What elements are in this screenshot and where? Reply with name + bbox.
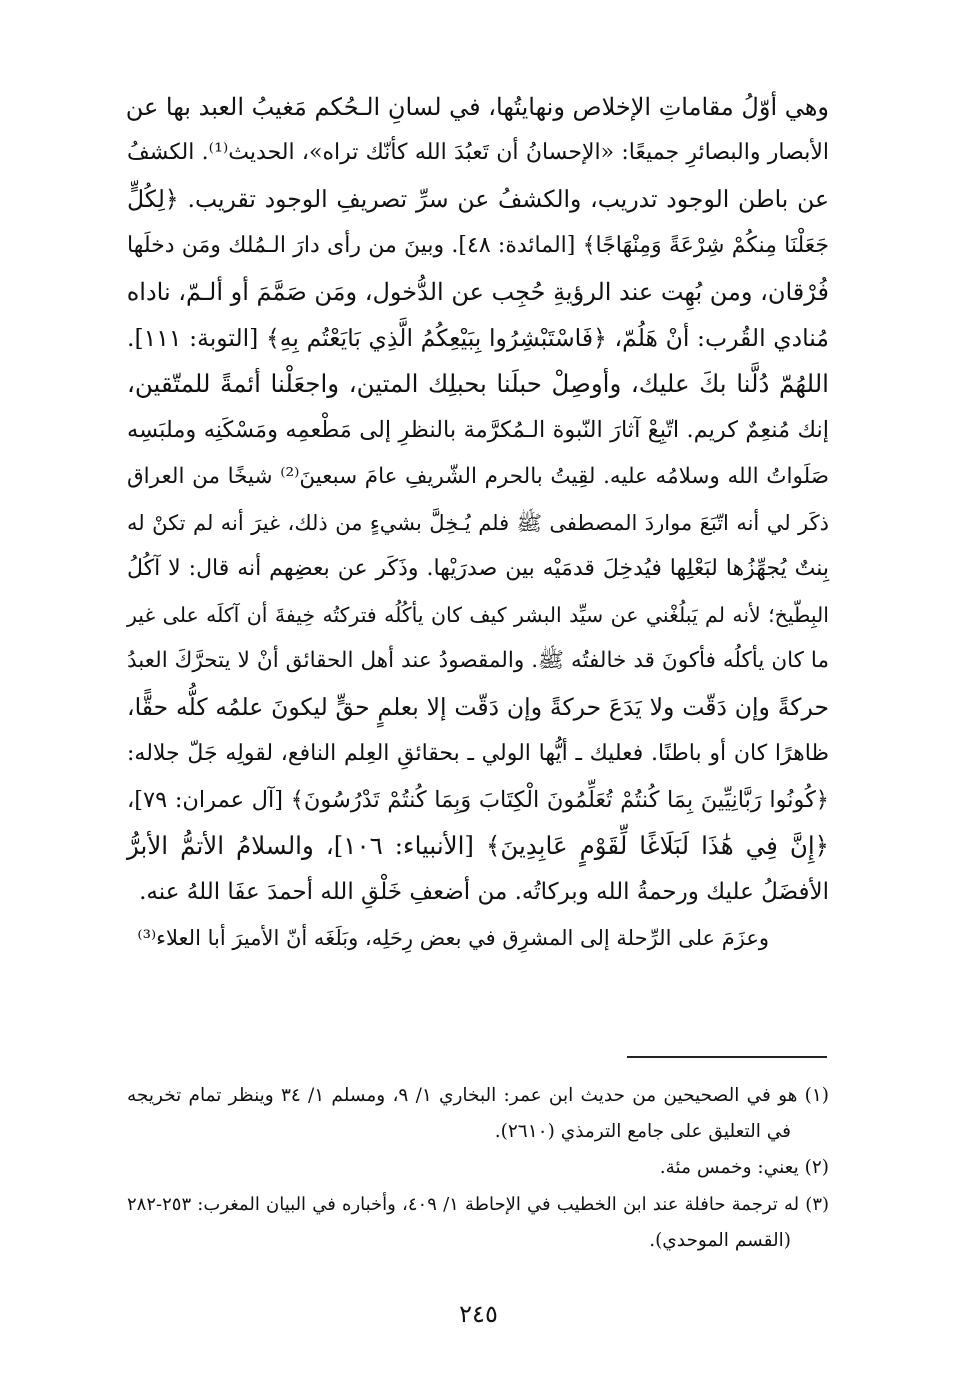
text-line: ﴿كُونُوا رَبَّانِيِّينَ بِمَا كُنتُمْ تُعَلِّمُونَ الْكِتَابَ وَبِمَا كُنتُمْ تَدْرُسُونَ﴾ [آل عمران: ٧٩]،	[127, 786, 829, 813]
text-line: بِنتٌ يُجهِّزُها لبَعْلِها فيُدخِلَ قدمَيْه بين صدرَيْها. وذَكَر عن بعضِهم أنه قال: لا آكُلُ	[127, 555, 829, 581]
text-line: ﴿إِنَّ فِي هَٰذَا لَبَلَاغًا لِّقَوْمٍ عَابِدِينَ﴾ [الأنبياء: ١٠٦]، والسلامُ الأتمُّ الأبرُّ	[127, 831, 829, 860]
footnote-separator	[627, 1056, 827, 1058]
text-line: حركةً وإن دَقّت ولا يَدَعَ حركةً وإن دَقّت إلا بعلمٍ حقٍّ ليكونَ علمُه كلُّه حقًّا،	[127, 693, 829, 722]
footnote-2: (٢) يعني: وخمس مئة.	[659, 1157, 829, 1179]
page-number: ٢٤٥	[459, 1300, 498, 1328]
text-line: وعزَمَ على الرِّحلة إلى المشرِق في بعض رِحَلِه، وبَلَغَه أنّ الأميرَ أبا العلاء⁽³⁾	[137, 926, 769, 951]
text-line: الأفضَلُ عليك ورحمةُ الله وبركاتُه. من أضعفِ خَلْقِ الله أحمدَ عفَا اللهُ عنه.	[139, 879, 829, 906]
text-line: مُنادي القُرب: أنْ هَلُمّ، ﴿فَاسْتَبْشِرُوا بِبَيْعِكُمُ الَّذِي بَايَعْتُم بِهِ﴾ [التوبة: ١١١].	[127, 323, 829, 352]
text-line: عن باطن الوجود تدريب، والكشفُ عن سرِّ تصريفِ الوجود تقريب. ﴿لِكُلٍّ	[127, 185, 829, 214]
text-line: ذكَر لي أنه اتّبَعَ مواردَ المصطفى ﷺ فلم يُـخِلَّ بشيءٍ من ذلك، غيرَ أنه لم تكنْ له	[127, 510, 829, 535]
footnote-1-continued: في التعليق على جامع الترمذي (٢٦١٠).	[494, 1121, 791, 1143]
text-line: ما كان يأكلُه فأكونَ قد خالفتُه ﷺ. والمقصودُ عند أهل الحقائق أنْ لا يتحرَّكَ العبدُ	[127, 648, 829, 674]
footnote-3-continued: (القسم الموحدي).	[649, 1229, 791, 1251]
text-line: ظاهرًا كان أو باطنًا. فعليك ـ أيُّها الولي ـ بحقائقِ العِلم النافع، لقولِه جَلّ جلاله:	[127, 740, 829, 766]
text-line: فُرْقان، ومن بُهِت عند الرؤيةِ حُجِب عن الدُّخول، ومَن صَمَّمَ أو ألـمّ، ناداه	[126, 277, 829, 306]
text-line: وهي أوّلُ مقاماتِ الإخلاص ونهايتُها، في لسانِ الـحُكم مَغيبُ العبد بها عن	[125, 93, 829, 121]
footnote-3: (٣) له ترجمة حافلة عند ابن الخطيب في الإحاطة ١/ ٤٠٩، وأخباره في البيان المغرب: ٢٥٣-٢٨٢	[127, 1193, 830, 1215]
text-line: الأبصار والبصائرِ جميعًا: «الإحسانُ أن تَعبُدَ الله كأنّك تراه»، الحديث⁽¹⁾. الكشفُ	[127, 140, 829, 166]
text-line: البِطّيخ؛ لأنه لم يَبلُغْني عن سيِّد البشر كيف كان يأكُلُه فتركتُه خِيفةَ أن آكلَه على غير	[127, 603, 829, 628]
main-text-block	[127, 84, 829, 962]
text-line: إنك مُنعِمٌ كريم. اتّبِعْ آثارَ النّبوة الـمُكرَّمة بالنظرِ إلى مَطْعمِه ومَسْكَنِه وملبَسِه	[127, 417, 829, 444]
text-line: جَعَلْنَا مِنكُمْ شِرْعَةً وَمِنْهَاجًا﴾ [المائدة: ٤٨]. وبينَ من رأى دارَ الـمُلك ومَن دخلَها	[127, 232, 829, 258]
footnotes	[127, 1078, 829, 1259]
text-line: اللهُمّ دُلَّنا بكَ عليك، وأوصِلْ حبلَنا بحبلِك المتين، واجعَلْنا أئمةً للمتّقين،	[127, 369, 829, 399]
footnote-1: (١) هو في الصحيحين من حديث ابن عمر: البخاري ١/ ٩، ومسلم ١/ ٣٤ وينظر تمام تخريجه	[127, 1085, 829, 1106]
text-line: صَلَواتُ الله وسلامُه عليه. لقِيتُ بالحرم الشّريفِ عامَ سبعينَ⁽²⁾ شيخًا من العراق	[127, 463, 829, 489]
